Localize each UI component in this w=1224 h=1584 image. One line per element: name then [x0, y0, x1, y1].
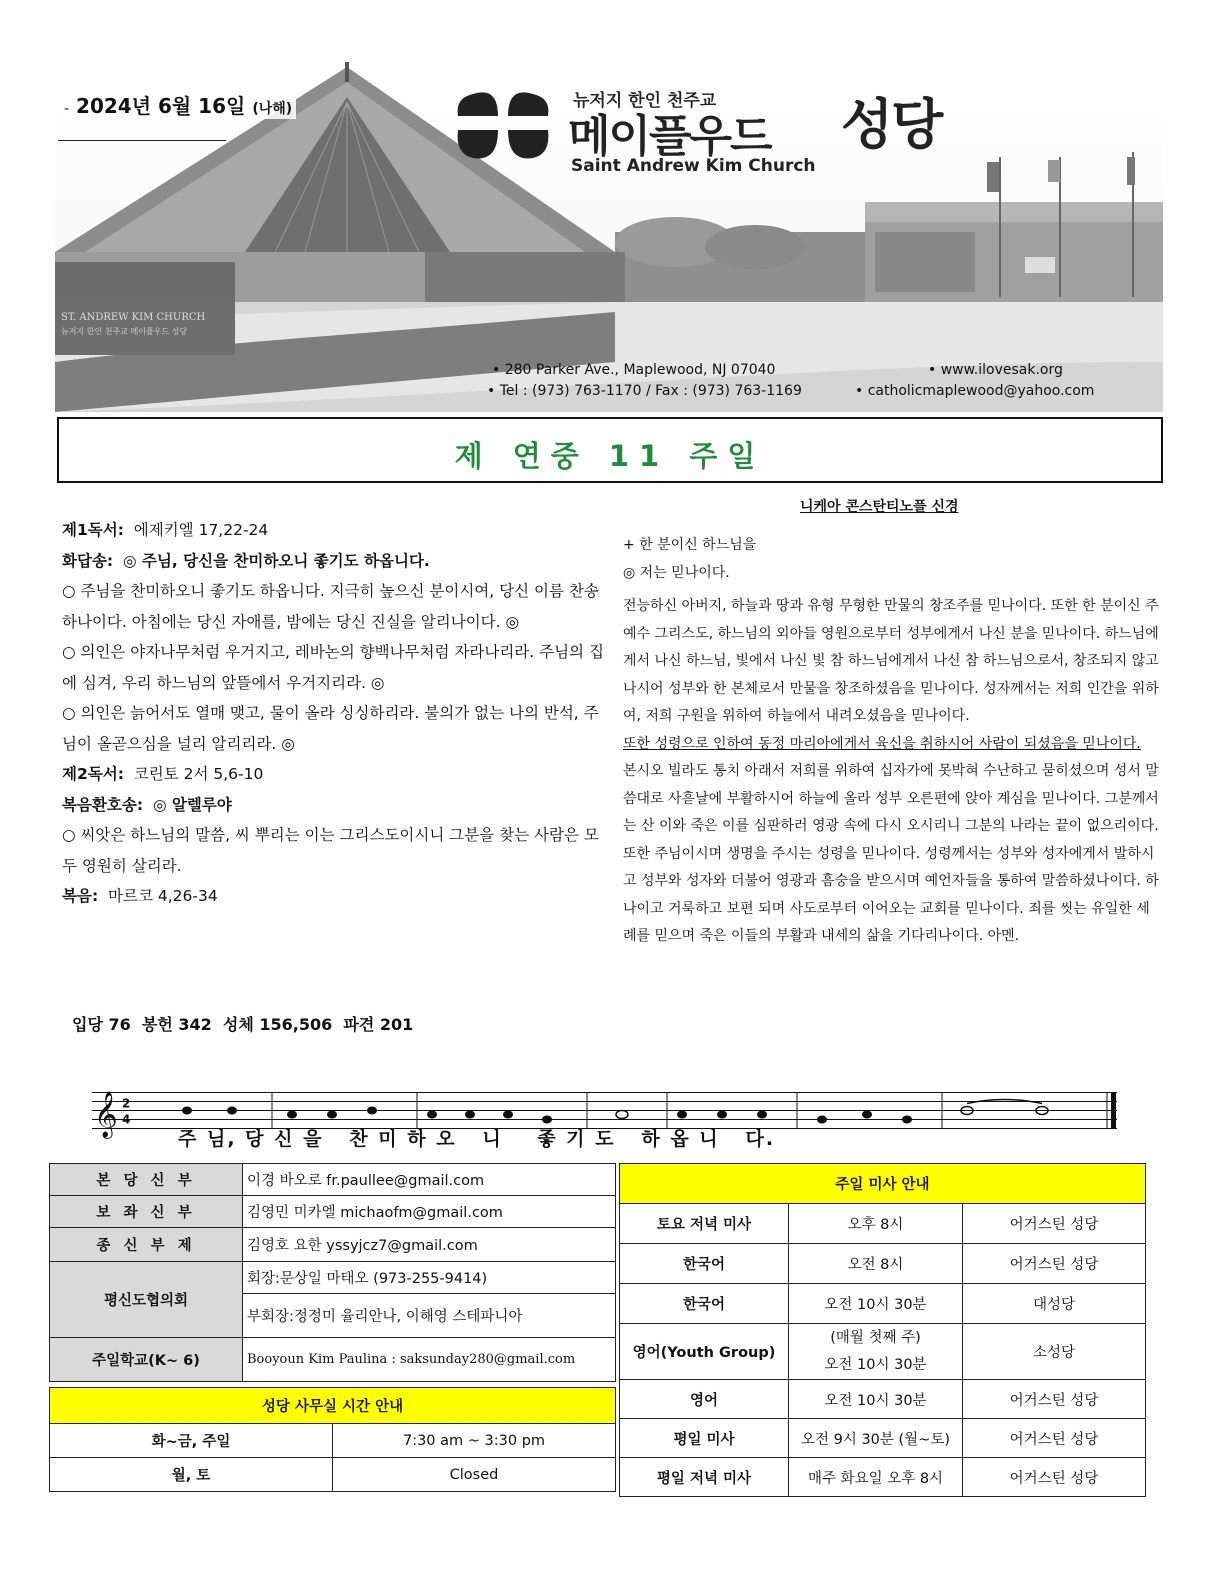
staff-contact: Booyoun Kim Paulina : saksunday280@gmail.com — [243, 1338, 616, 1382]
sunday-title-box — [57, 417, 1163, 483]
website-text: • www.ilovesak.org — [928, 362, 1063, 378]
acclamation-verse: ○ 씨앗은 하느님의 말씀, 씨 뿌리는 이는 그리스도이시니 그분을 찾는 사람은 모두 영원히 살리라. — [62, 826, 599, 875]
mass-place: 어거스틴 성당 — [963, 1380, 1146, 1419]
mass-name: 한국어 — [620, 1244, 789, 1284]
staff-role: 종 신 부 제 — [50, 1228, 243, 1262]
staff-contact: 김영민 미카엘 michaofm@gmail.com — [243, 1196, 616, 1228]
mass-schedule-table — [619, 1163, 1146, 1497]
church-logo — [453, 86, 943, 178]
date-prefix: - — [64, 101, 70, 117]
creed-call: + 한 분이신 하느님을 — [623, 537, 757, 553]
staff-role: 보 좌 신 부 — [50, 1196, 243, 1228]
logo-name: 메이플우드 — [568, 111, 771, 162]
psalm-label: 화답송: — [62, 551, 114, 570]
office-hours: 7:30 am ~ 3:30 pm — [333, 1424, 616, 1458]
sunday-title: 제 연중 11 주일 — [454, 439, 766, 473]
mass-time: 오전 10시 30분 — [789, 1380, 963, 1419]
sign-line2: 뉴저지 한인 천주교 메이플우드 성당 — [61, 327, 188, 336]
staff-contact: 회장:문상일 마태오 (973-255-9414) — [243, 1262, 616, 1294]
mass-time: (매월 첫째 주) — [830, 1329, 921, 1346]
logo-name-suffix: 성당 — [841, 93, 942, 156]
second-reading-value: 코린토 2서 5,6-10 — [133, 765, 264, 783]
svg-text:2: 2 — [122, 1096, 131, 1111]
email-text: • catholicmaplewood@yahoo.com — [855, 383, 1095, 399]
staff-role: 본 당 신 부 — [50, 1164, 243, 1196]
svg-text:4: 4 — [122, 1112, 131, 1127]
mass-time-secondary: 오전 10시 30분 — [824, 1356, 927, 1373]
first-reading-value: 에제키엘 17,22-24 — [133, 521, 269, 539]
mass-place: 소성당 — [963, 1324, 1146, 1380]
psalm-verse-1: ○ 주님을 찬미하오니 좋기도 하옵니다. 지극히 높으신 분이시여, 당신 이름 찬송하나이다. 아침에는 당신 자애를, 밤에는 당신 진실을 알리나이다. ◎ — [62, 582, 599, 631]
mass-time: 오전 9시 30분 (월~토) — [789, 1419, 963, 1458]
gospel-label: 복음: — [62, 887, 99, 905]
mass-place: 어거스틴 성당 — [963, 1458, 1146, 1497]
mass-name: 한국어 — [620, 1284, 789, 1324]
creed-paragraph-3: 본시오 빌라도 통치 아래서 저희를 위하여 십자가에 못박혀 수난하고 묻히셨으며 성서 말씀대로 사흗날에 부활하시어 하늘에 올라 성부 오른편에 앉아 계심을 믿나이다. 그분께서는 산 이와 죽은 이를 심판하러 영광 속에 다시 오시리니 그분의 나라는 끝이 없으리이다. 또한 주님이시며 생명을 주시는 성령을 믿나이다. 성령께서는 성부와 성자에게서 발하시고 성부와 성자와 더불어 영광과 흠숭을 받으시며 예언자들을 통하여 말씀하셨나이다. 하나이고 거룩하고 보편 되며 사도로부터 이어오는 교회를 믿나이다. 죄를 씻는 유일한 세례를 믿으며 죽은 이들의 부활과 내세의 삶을 기다리나이다. 아멘. — [623, 763, 1159, 944]
mass-time: 오전 8시 — [789, 1244, 963, 1284]
mass-time: 오후 8시 — [789, 1204, 963, 1244]
readings-section — [62, 515, 607, 912]
staff-contact-secondary: 부회장:정정미 율리안나, 이해영 스테파니아 — [243, 1294, 616, 1338]
mass-name: 토요 저녁 미사 — [620, 1204, 789, 1244]
phone-text: • Tel : (973) 763-1170 / Fax : (973) 763-1169 — [487, 383, 802, 399]
creed-paragraph-1: 전능하신 아버지, 하늘과 땅과 유형 무형한 만물의 창조주를 믿나이다. 또한 한 분이신 주 예수 그리스도, 하느님의 외아들 영원으로부터 성부에게서 나신 분을 믿나이다. 하느님에게서 나신 하느님, 빛에서 나신 빛 참 하느님에게서 나신 참 하느님으로서, 창조되지 않고 나시어 성부와 한 본체로서 만물을 창조하셨음을 믿나이다. 성자께서는 저희 인간을 위하여, 저희 구원을 위하여 하늘에서 내려오셨음을 믿나이다. — [623, 598, 1159, 724]
creed-text — [623, 532, 1163, 951]
date-text: 2024년 6월 16일 — [76, 94, 246, 118]
creed-title: 니케아 콘스탄티노플 신경 — [800, 499, 959, 515]
acclamation-label: 복음환호송: — [62, 795, 144, 814]
gospel-value: 마르코 4,26-34 — [108, 887, 218, 905]
psalm-response: ◎ 주님, 당신을 찬미하오니 좋기도 하옵니다. — [122, 551, 430, 570]
psalm-verse-2: ○ 의인은 야자나무처럼 우거지고, 레바논의 향백나무처럼 자라나리라. 주님의 집에 심겨, 우리 하느님의 앞뜰에서 우거지리라. ◎ — [62, 643, 604, 692]
office-days: 월, 토 — [50, 1458, 333, 1492]
date-underline — [58, 140, 226, 141]
office-hours-title: 성당 사무실 시간 안내 — [50, 1388, 616, 1424]
staff-table — [49, 1163, 616, 1382]
acclamation-response: ◎ 알렐루야 — [152, 795, 232, 814]
office-hours-table — [49, 1387, 616, 1492]
staff-role: 주일학교(K~ 6) — [50, 1338, 243, 1382]
address-text: • 280 Parker Ave., Maplewood, NJ 07040 — [492, 362, 776, 378]
staff-contact: 김영호 요한 yssyjcz7@gmail.com — [243, 1228, 616, 1262]
bulletin-date — [60, 90, 296, 119]
second-reading-label: 제2독서: — [62, 765, 124, 783]
mass-place: 어거스틴 성당 — [963, 1244, 1146, 1284]
first-reading-label: 제1독서: — [62, 521, 124, 539]
mass-place: 대성당 — [963, 1284, 1146, 1324]
mass-name: 영어(Youth Group) — [620, 1324, 789, 1380]
staff-role: 평신도협의회 — [50, 1262, 243, 1338]
liturgical-cycle: (나해) — [252, 101, 293, 117]
mass-time: 매주 화요일 오후 8시 — [789, 1458, 963, 1497]
mass-schedule-title: 주일 미사 안내 — [620, 1164, 1146, 1204]
mass-place: 어거스틴 성당 — [963, 1419, 1146, 1458]
creed-response: ◎ 저는 믿나이다. — [623, 564, 730, 581]
office-hours: Closed — [333, 1458, 616, 1492]
psalm-verse-3: ○ 의인은 늙어서도 열매 맺고, 물이 올라 싱싱하리라. 불의가 없는 나의 반석, 주님이 올곧으심을 널리 알리리라. ◎ — [62, 704, 599, 753]
logo-cross-icon — [453, 86, 553, 166]
logo-english: Saint Andrew Kim Church — [571, 156, 816, 176]
treble-clef-icon: 𝄞 — [94, 1091, 118, 1138]
mass-time: 오전 10시 30분 — [789, 1284, 963, 1324]
song-lyrics: 주 님, 당 신 을 찬 미 하 오 니 좋 기 도 하 옵 니 다. — [178, 1128, 776, 1150]
mass-stats: 입당 76 봉헌 342 성체 156,506 파견 201 — [72, 1015, 414, 1034]
mass-name: 평일 미사 — [620, 1419, 789, 1458]
mass-name: 평일 저녁 미사 — [620, 1458, 789, 1497]
creed-paragraph-2: 또한 성령으로 인하여 동정 마리아에게서 육신을 취하시어 사람이 되셨음을 믿나이다. — [623, 735, 1141, 752]
sign-line1: ST. ANDREW KIM CHURCH — [61, 312, 206, 323]
mass-name: 영어 — [620, 1380, 789, 1419]
staff-contact: 이경 바오로 fr.paullee@gmail.com — [243, 1164, 616, 1196]
office-days: 화~금, 주일 — [50, 1424, 333, 1458]
logo-subtitle: 뉴저지 한인 천주교 — [573, 91, 717, 111]
mass-place: 어거스틴 성당 — [963, 1204, 1146, 1244]
